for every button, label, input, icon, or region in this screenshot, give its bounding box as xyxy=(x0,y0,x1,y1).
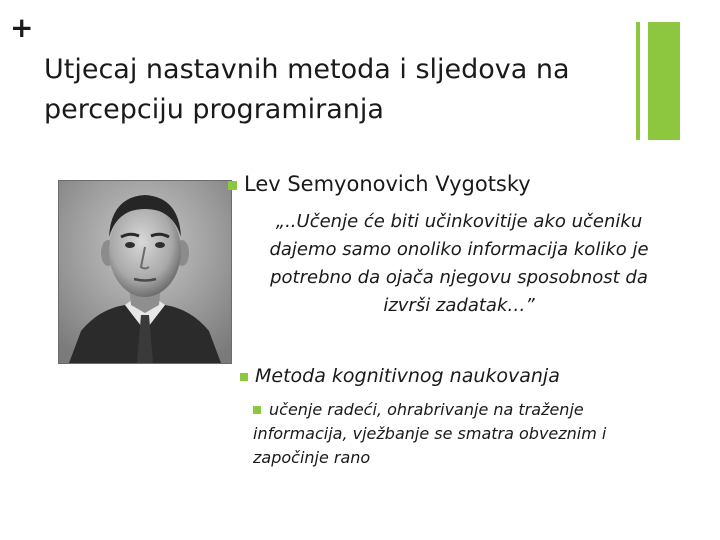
bullet-icon xyxy=(240,373,248,381)
portrait-photo xyxy=(58,180,232,364)
method-label: Metoda kognitivnog naukovanja xyxy=(255,365,560,387)
accent-bar-thin xyxy=(636,22,640,140)
quote-text: „..Učenje će biti učinkovitije ako učeniku dajemo samo onoliko informacija koliko je potrebno da ojača njegovu sposobnost da izvrši zadatak…” xyxy=(269,211,649,316)
person-name-item xyxy=(228,168,531,200)
plus-icon: + xyxy=(10,11,34,44)
method-detail-item xyxy=(253,398,683,470)
slide-title: Utjecaj nastavnih metoda i sljedova na percepciju programiranja xyxy=(44,54,570,125)
bullet-icon xyxy=(253,406,261,414)
accent-bar-thick xyxy=(648,22,680,140)
method-item xyxy=(240,362,560,390)
method-detail-text: učenje radeći, ohrabrivanje na traženje informacija, vježbanje se smatra obveznim i započinje rano xyxy=(253,400,607,467)
bullet-icon xyxy=(228,181,237,190)
person-name: Lev Semyonovich Vygotsky xyxy=(244,172,531,196)
